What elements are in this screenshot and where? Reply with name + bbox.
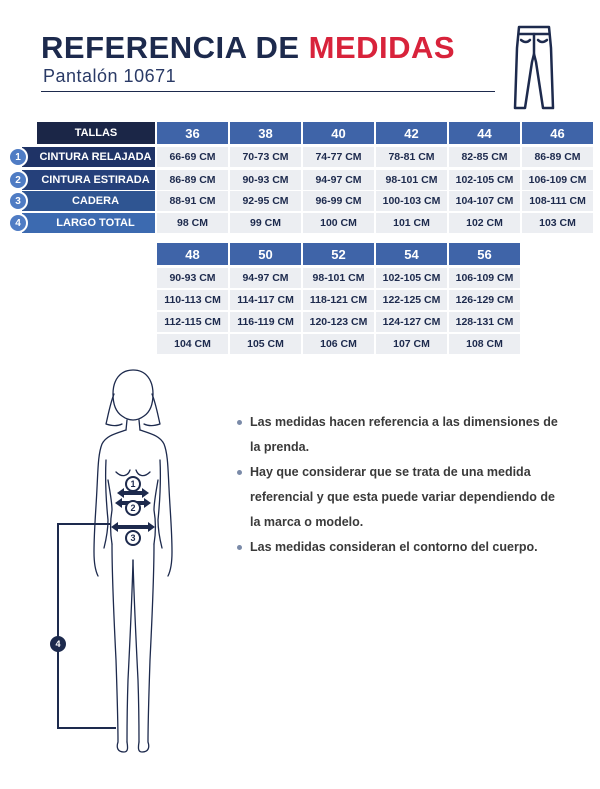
size-header-46: 46 [522, 122, 593, 144]
measure-cell: 101 CM [376, 213, 447, 233]
measure-cell: 108 CM [449, 334, 520, 354]
marker-3: 3 [130, 533, 136, 543]
measure-cell: 66-69 CM [157, 147, 228, 167]
note-item: Las medidas consideran el contorno del cuerpo. [237, 535, 562, 560]
pants-icon [512, 22, 556, 112]
bullet-icon [237, 470, 242, 475]
measure-cell: 98-101 CM [303, 268, 374, 288]
measure-cell: 106-109 CM [522, 170, 593, 190]
measure-cell: 122-125 CM [376, 290, 447, 310]
page-subtitle: Pantalón 10671 [43, 66, 177, 86]
row-number-2: 2 [8, 170, 28, 190]
measure-cell: 112-115 CM [157, 312, 228, 332]
body-silhouette-icon [40, 360, 230, 760]
measure-cell: 126-129 CM [449, 290, 520, 310]
row-label-cintura-estirada: CINTURA ESTIRADA [22, 170, 155, 190]
page-title [41, 30, 455, 66]
measure-cell: 128-131 CM [449, 312, 520, 332]
measure-cell: 88-91 CM [157, 191, 228, 211]
measure-cell: 104 CM [157, 334, 228, 354]
marker-1: 1 [130, 479, 136, 489]
measure-cell: 82-85 CM [449, 147, 520, 167]
measure-cell: 124-127 CM [376, 312, 447, 332]
size-header-52: 52 [303, 243, 374, 265]
row-number-3: 3 [8, 191, 28, 211]
size-header-56: 56 [449, 243, 520, 265]
measure-cell: 106 CM [303, 334, 374, 354]
measure-cell: 100-103 CM [376, 191, 447, 211]
measure-cell: 90-93 CM [230, 170, 301, 190]
size-header-42: 42 [376, 122, 447, 144]
size-header-40: 40 [303, 122, 374, 144]
measure-cell: 104-107 CM [449, 191, 520, 211]
bullet-icon [237, 420, 242, 425]
title-main: REFERENCIA DE [41, 30, 309, 65]
measure-cell: 106-109 CM [449, 268, 520, 288]
title-divider [41, 91, 495, 92]
size-header-44: 44 [449, 122, 520, 144]
note-item: Las medidas hacen referencia a las dimensiones de la prenda. [237, 410, 562, 460]
measure-cell: 86-89 CM [522, 147, 593, 167]
tallas-header: TALLAS [37, 122, 155, 144]
measure-cell: 96-99 CM [303, 191, 374, 211]
measure-cell: 118-121 CM [303, 290, 374, 310]
marker-2: 2 [130, 503, 136, 513]
measure-cell: 100 CM [303, 213, 374, 233]
measure-cell: 94-97 CM [230, 268, 301, 288]
size-header-36: 36 [157, 122, 228, 144]
size-header-54: 54 [376, 243, 447, 265]
measure-cell: 102-105 CM [449, 170, 520, 190]
size-header-48: 48 [157, 243, 228, 265]
title-accent: MEDIDAS [308, 30, 456, 65]
measure-cell: 110-113 CM [157, 290, 228, 310]
measure-cell: 70-73 CM [230, 147, 301, 167]
notes-list [237, 410, 562, 560]
measure-cell: 102-105 CM [376, 268, 447, 288]
measure-cell: 78-81 CM [376, 147, 447, 167]
row-label-cadera: CADERA [22, 191, 155, 211]
size-header-38: 38 [230, 122, 301, 144]
row-label-largo-total: LARGO TOTAL [22, 213, 155, 233]
row-number-1: 1 [8, 147, 28, 167]
measure-cell: 98 CM [157, 213, 228, 233]
measure-cell: 116-119 CM [230, 312, 301, 332]
measure-cell: 94-97 CM [303, 170, 374, 190]
bullet-icon [237, 545, 242, 550]
marker-4: 4 [55, 639, 61, 649]
measure-cell: 102 CM [449, 213, 520, 233]
measure-cell: 114-117 CM [230, 290, 301, 310]
measure-cell: 99 CM [230, 213, 301, 233]
measure-cell: 103 CM [522, 213, 593, 233]
row-number-4: 4 [8, 213, 28, 233]
size-header-50: 50 [230, 243, 301, 265]
measure-cell: 74-77 CM [303, 147, 374, 167]
measure-cell: 86-89 CM [157, 170, 228, 190]
measure-cell: 105 CM [230, 334, 301, 354]
measure-cell: 120-123 CM [303, 312, 374, 332]
measure-cell: 108-111 CM [522, 191, 593, 211]
measure-cell: 92-95 CM [230, 191, 301, 211]
note-item: Hay que considerar que se trata de una medida referencial y que esta puede variar dependiendo de la marca o modelo. [237, 460, 562, 535]
measure-cell: 90-93 CM [157, 268, 228, 288]
measure-cell: 98-101 CM [376, 170, 447, 190]
measure-cell: 107 CM [376, 334, 447, 354]
row-label-cintura-relajada: CINTURA RELAJADA [22, 147, 155, 167]
